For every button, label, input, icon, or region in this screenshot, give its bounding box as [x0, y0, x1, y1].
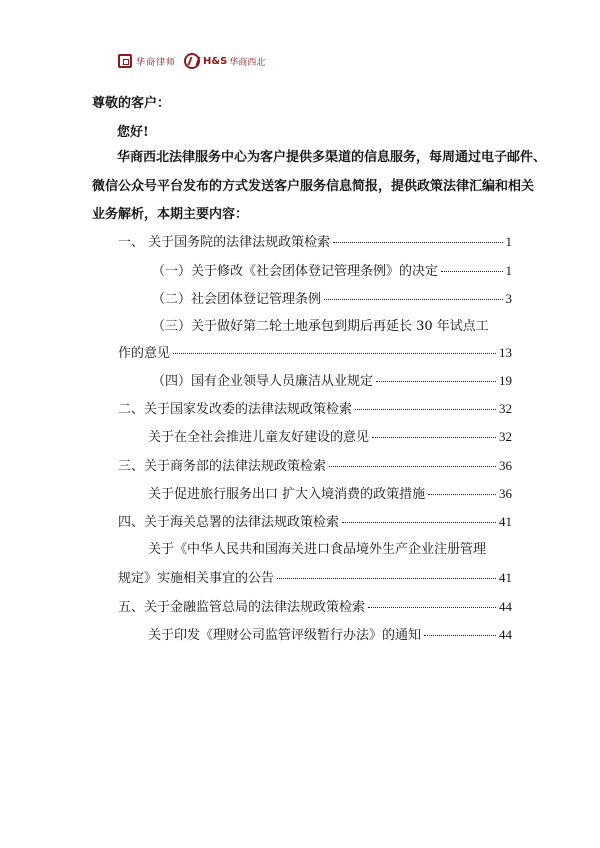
- toc-entry-page: 41: [499, 514, 512, 529]
- toc-entry-continuation: 规定》实施相关事宜的公告: [118, 571, 275, 586]
- toc-entry[interactable]: [152, 262, 512, 281]
- toc-leader: [333, 242, 502, 243]
- toc-leader: [329, 466, 496, 467]
- intro-line-3: 业务解析，本期主要内容：: [92, 207, 249, 222]
- toc-entry[interactable]: [118, 457, 512, 476]
- toc-entry-page: 19: [499, 373, 512, 388]
- toc-entry-page: 41: [499, 570, 512, 585]
- toc-entry-title: 一、 关于国务院的法律法规政策检索: [118, 235, 331, 250]
- greeting: 尊敬的客户：: [92, 96, 171, 111]
- toc-entry-title: 五、关于金融监管总局的法律法规政策检索: [118, 600, 366, 615]
- toc-entry[interactable]: [148, 428, 512, 447]
- logo-hs-text: H&S: [203, 55, 228, 67]
- toc-entry-title: 四、关于海关总署的法律法规政策检索: [118, 515, 340, 530]
- toc-entry-page: 36: [499, 458, 512, 473]
- toc-entry-page: 44: [499, 599, 512, 614]
- toc-entry-page: 1: [505, 234, 512, 249]
- toc-entry-title: 三、关于商务部的法律法规政策检索: [118, 459, 327, 474]
- toc-entry-title: （四）国有企业领导人员廉洁从业规定: [152, 374, 374, 389]
- toc-entry-title[interactable]: 关于《中华人民共和国海关进口食品境外生产企业注册管理: [148, 542, 487, 557]
- toc-entry[interactable]: [118, 400, 512, 419]
- toc-leader: [372, 437, 496, 438]
- toc-entry[interactable]: [118, 233, 512, 252]
- toc-entry[interactable]: [148, 485, 512, 504]
- firm-logo-icon: [118, 54, 132, 68]
- toc-leader: [441, 271, 502, 272]
- header-logo: [118, 50, 265, 72]
- toc-leader: [428, 494, 496, 495]
- toc-entry-page: 1: [505, 263, 512, 278]
- toc-entry-title: 关于在全社会推进儿童友好建设的意见: [148, 430, 370, 445]
- hs-logo-icon: [184, 53, 200, 69]
- toc-entry[interactable]: [118, 598, 512, 617]
- toc-entry-page: 13: [499, 345, 512, 360]
- toc-leader: [376, 381, 496, 382]
- toc-leader: [277, 578, 496, 579]
- toc-leader: [173, 353, 496, 354]
- toc-leader: [342, 522, 496, 523]
- logo-text-2: 华商西北: [229, 57, 266, 68]
- hello: 您好!: [117, 125, 149, 140]
- toc-entry-title[interactable]: （三）关于做好第二轮土地承包到期后再延长 30 年试点工: [152, 319, 489, 334]
- toc-leader: [324, 299, 502, 300]
- intro-line-1: 华商西北法律服务中心为客户提供多渠道的信息服务，每周通过电子邮件、: [117, 150, 547, 165]
- toc-entry-page: 32: [499, 429, 512, 444]
- toc-leader: [368, 607, 496, 608]
- toc-entry[interactable]: [148, 626, 512, 645]
- toc-leader: [424, 635, 496, 636]
- toc-entry-title: （二）社会团体登记管理条例: [152, 292, 322, 307]
- toc-entry-page: 36: [499, 486, 512, 501]
- toc-entry[interactable]: [118, 344, 512, 363]
- toc-entry[interactable]: [118, 513, 512, 532]
- toc-entry-continuation: 作的意见: [118, 346, 171, 361]
- toc-entry-title: 关于促进旅行服务出口 扩大入境消费的政策措施: [148, 487, 426, 502]
- toc-entry-title: 二、关于国家发改委的法律法规政策检索: [118, 402, 353, 417]
- toc-entry-page: 3: [505, 291, 512, 306]
- toc-entry-title: （一）关于修改《社会团体登记管理条例》的决定: [152, 264, 439, 279]
- toc-entry[interactable]: [118, 569, 512, 588]
- toc-entry-title: 关于印发《理财公司监管评级暂行办法》的通知: [148, 628, 422, 643]
- toc-entry-page: 44: [499, 627, 512, 642]
- toc-entry[interactable]: [152, 372, 512, 391]
- intro-line-2: 微信公众号平台发布的方式发送客户服务信息简报，提供政策法律汇编和相关: [92, 179, 535, 194]
- toc-leader: [355, 409, 496, 410]
- toc-entry[interactable]: [152, 290, 512, 309]
- logo-text-1: 华商律师: [136, 57, 177, 68]
- toc-entry-page: 32: [499, 401, 512, 416]
